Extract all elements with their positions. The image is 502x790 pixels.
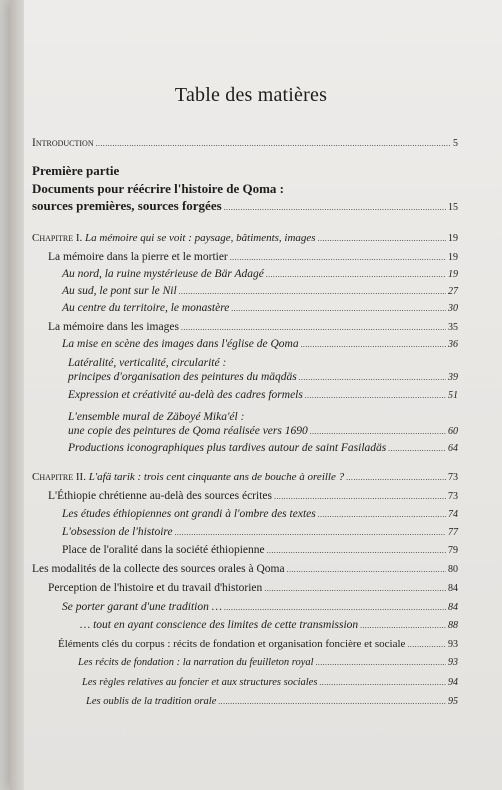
toc-entry-label: Les modalités de la collecte des sources orales à Qoma: [32, 563, 285, 575]
toc-entry: [62, 507, 458, 522]
toc-entry: [80, 618, 458, 633]
leader-dots: [388, 442, 446, 456]
toc-entry-page: 51: [448, 390, 458, 401]
toc-entry: [86, 695, 458, 709]
toc-entry-label: principes d'organisation des peintures du mäqdäs: [68, 371, 297, 383]
leader-dots: [346, 471, 446, 485]
toc-entry-part: [32, 199, 458, 215]
toc-entry-label: Productions iconographiques plus tardives autour de saint Fasiladäs: [68, 442, 387, 454]
toc-entry: [58, 637, 458, 652]
leader-dots: [310, 425, 446, 439]
toc-entry-page: 80: [448, 564, 458, 575]
leader-dots: [318, 232, 446, 246]
toc-entry: [48, 320, 458, 335]
toc-entry-label: Les récits de fondation : la narration du feuilleton royal: [78, 657, 314, 668]
leader-dots: [319, 676, 446, 690]
toc-entry-label: Perception de l'histoire et du travail d'historien: [48, 582, 263, 594]
toc-entry-page: 73: [448, 472, 458, 483]
leader-dots: [224, 601, 446, 615]
leader-dots: [287, 563, 446, 577]
part-heading-line2: Documents pour réécrire l'histoire de Qoma :: [32, 181, 285, 196]
leader-dots: [179, 285, 446, 299]
toc-entry-page: 84: [448, 602, 458, 613]
toc-entry-label: [32, 231, 316, 245]
leader-dots: [96, 137, 451, 151]
leader-dots: [175, 526, 446, 540]
toc-entry-label: Place de l'oralité dans la société éthiopienne: [62, 544, 265, 556]
toc-entry-label: Introduction: [32, 137, 94, 149]
page-title: Table des matières: [174, 84, 328, 106]
toc-entry-label: L'Éthiopie chrétienne au-delà des sources écrites: [48, 490, 272, 502]
leader-dots: [318, 508, 446, 522]
toc-entry: [68, 424, 458, 439]
toc-entry: [68, 441, 458, 456]
toc-entry-label: Au sud, le pont sur le Nil: [62, 285, 177, 297]
toc-entry: [48, 250, 458, 265]
toc-entry: [62, 284, 458, 299]
toc-entry-page: 27: [448, 286, 458, 297]
leader-dots: [301, 338, 446, 352]
toc-entry-label: L'obsession de l'histoire: [62, 526, 173, 538]
toc-entry: [48, 581, 458, 596]
toc-entry-introduction: [32, 136, 458, 151]
leader-dots: [266, 268, 446, 282]
toc-entry-label: [32, 470, 344, 484]
toc-entry: [62, 267, 458, 282]
toc-entry-page: 95: [448, 696, 458, 707]
leader-dots: [218, 695, 446, 709]
toc-entry: [62, 543, 458, 558]
toc-entry-page: 74: [448, 509, 458, 520]
toc-entry: [62, 301, 458, 316]
toc-entry-page: 93: [448, 657, 458, 668]
toc-entry-label: Les oublis de la tradition orale: [86, 696, 217, 707]
toc-entry: [82, 676, 458, 690]
leader-dots: [231, 302, 446, 316]
toc-entry-label: La mise en scène des images dans l'église de Qoma: [62, 338, 299, 350]
leader-dots: [181, 321, 446, 335]
leader-dots: [274, 490, 446, 504]
toc-entry-label: La mémoire dans les images: [48, 321, 179, 333]
toc-entry: [78, 656, 458, 670]
toc-entry-page: 36: [448, 339, 458, 350]
chapter-title: L'afä tarik : trois cent cinquante ans de bouche à oreille ?: [88, 471, 345, 483]
toc-entry-label: Se porter garant d'une tradition …: [62, 601, 222, 613]
leader-dots: [224, 201, 446, 215]
leader-dots: [264, 582, 446, 596]
toc-entry-label: Les règles relatives au foncier et aux structures sociales: [82, 677, 318, 688]
toc-entry-page: 35: [448, 322, 458, 333]
toc-entry-label: une copie des peintures de Qoma réalisée vers 1690: [68, 425, 308, 437]
toc-entry: [62, 525, 458, 540]
toc-entry-label: La mémoire dans la pierre et le mortier: [48, 251, 228, 263]
toc-entry: [62, 337, 458, 352]
part-heading-line3: sources premières, sources forgées: [32, 198, 222, 213]
leader-dots: [230, 251, 446, 265]
toc-entry-chapter2: [32, 470, 458, 485]
toc-entry: [68, 388, 458, 403]
toc-entry-label: … tout en ayant conscience des limites de cette transmission: [80, 619, 359, 631]
toc-entry-page: 77: [448, 527, 458, 538]
toc-entry-label: Expression et créativité au-delà des cadres formels: [68, 389, 303, 401]
toc-entry-line: Latéralité, verticalité, circularité :: [68, 357, 227, 369]
toc-entry-page: 15: [448, 202, 458, 213]
toc-entry-chapter1: [32, 231, 458, 246]
toc-entry-page: 5: [453, 138, 458, 149]
book-spine: [10, 0, 24, 790]
leader-dots: [316, 656, 446, 670]
toc-entry-page: 19: [448, 233, 458, 244]
toc-entry-page: 60: [448, 426, 458, 437]
toc-entry: [62, 600, 458, 615]
toc-entry: [68, 370, 458, 385]
toc-entry-page: 30: [448, 303, 458, 314]
leader-dots: [299, 371, 446, 385]
toc-entry: [48, 489, 458, 504]
leader-dots: [267, 544, 446, 558]
chapter-prefix: Chapitre I.: [32, 232, 83, 244]
toc-entry-label: Au centre du territoire, le monastère: [62, 302, 230, 314]
toc-entry-page: 64: [448, 443, 458, 454]
chapter-prefix: Chapitre II.: [32, 471, 86, 483]
chapter-title: La mémoire qui se voit : paysage, bâtiments, images: [85, 232, 316, 244]
toc-entry-page: 84: [448, 583, 458, 594]
toc-entry-page: 39: [448, 372, 458, 383]
toc-entry-label: Éléments clés du corpus : récits de fondation et organisation foncière et sociale: [58, 638, 406, 650]
toc-entry-page: 79: [448, 545, 458, 556]
toc-entry-page: 73: [448, 491, 458, 502]
toc-entry-page: 94: [448, 677, 458, 688]
toc-entry: [32, 562, 458, 577]
leader-dots: [407, 638, 446, 652]
part-heading-line1: Première partie: [32, 163, 120, 178]
leader-dots: [360, 619, 446, 633]
toc-entry-page: 93: [448, 639, 458, 650]
toc-entry-line: L'ensemble mural de Zäboyé Mika'él :: [68, 411, 245, 423]
toc-entry-page: 19: [448, 269, 458, 280]
toc-entry-page: 19: [448, 252, 458, 263]
leader-dots: [305, 389, 446, 403]
toc-entry-label: Les études éthiopiennes ont grandi à l'ombre des textes: [62, 508, 316, 520]
toc-entry-page: 88: [448, 620, 458, 631]
toc-entry-label: Au nord, la ruine mystérieuse de Bär Adagé: [62, 268, 264, 280]
